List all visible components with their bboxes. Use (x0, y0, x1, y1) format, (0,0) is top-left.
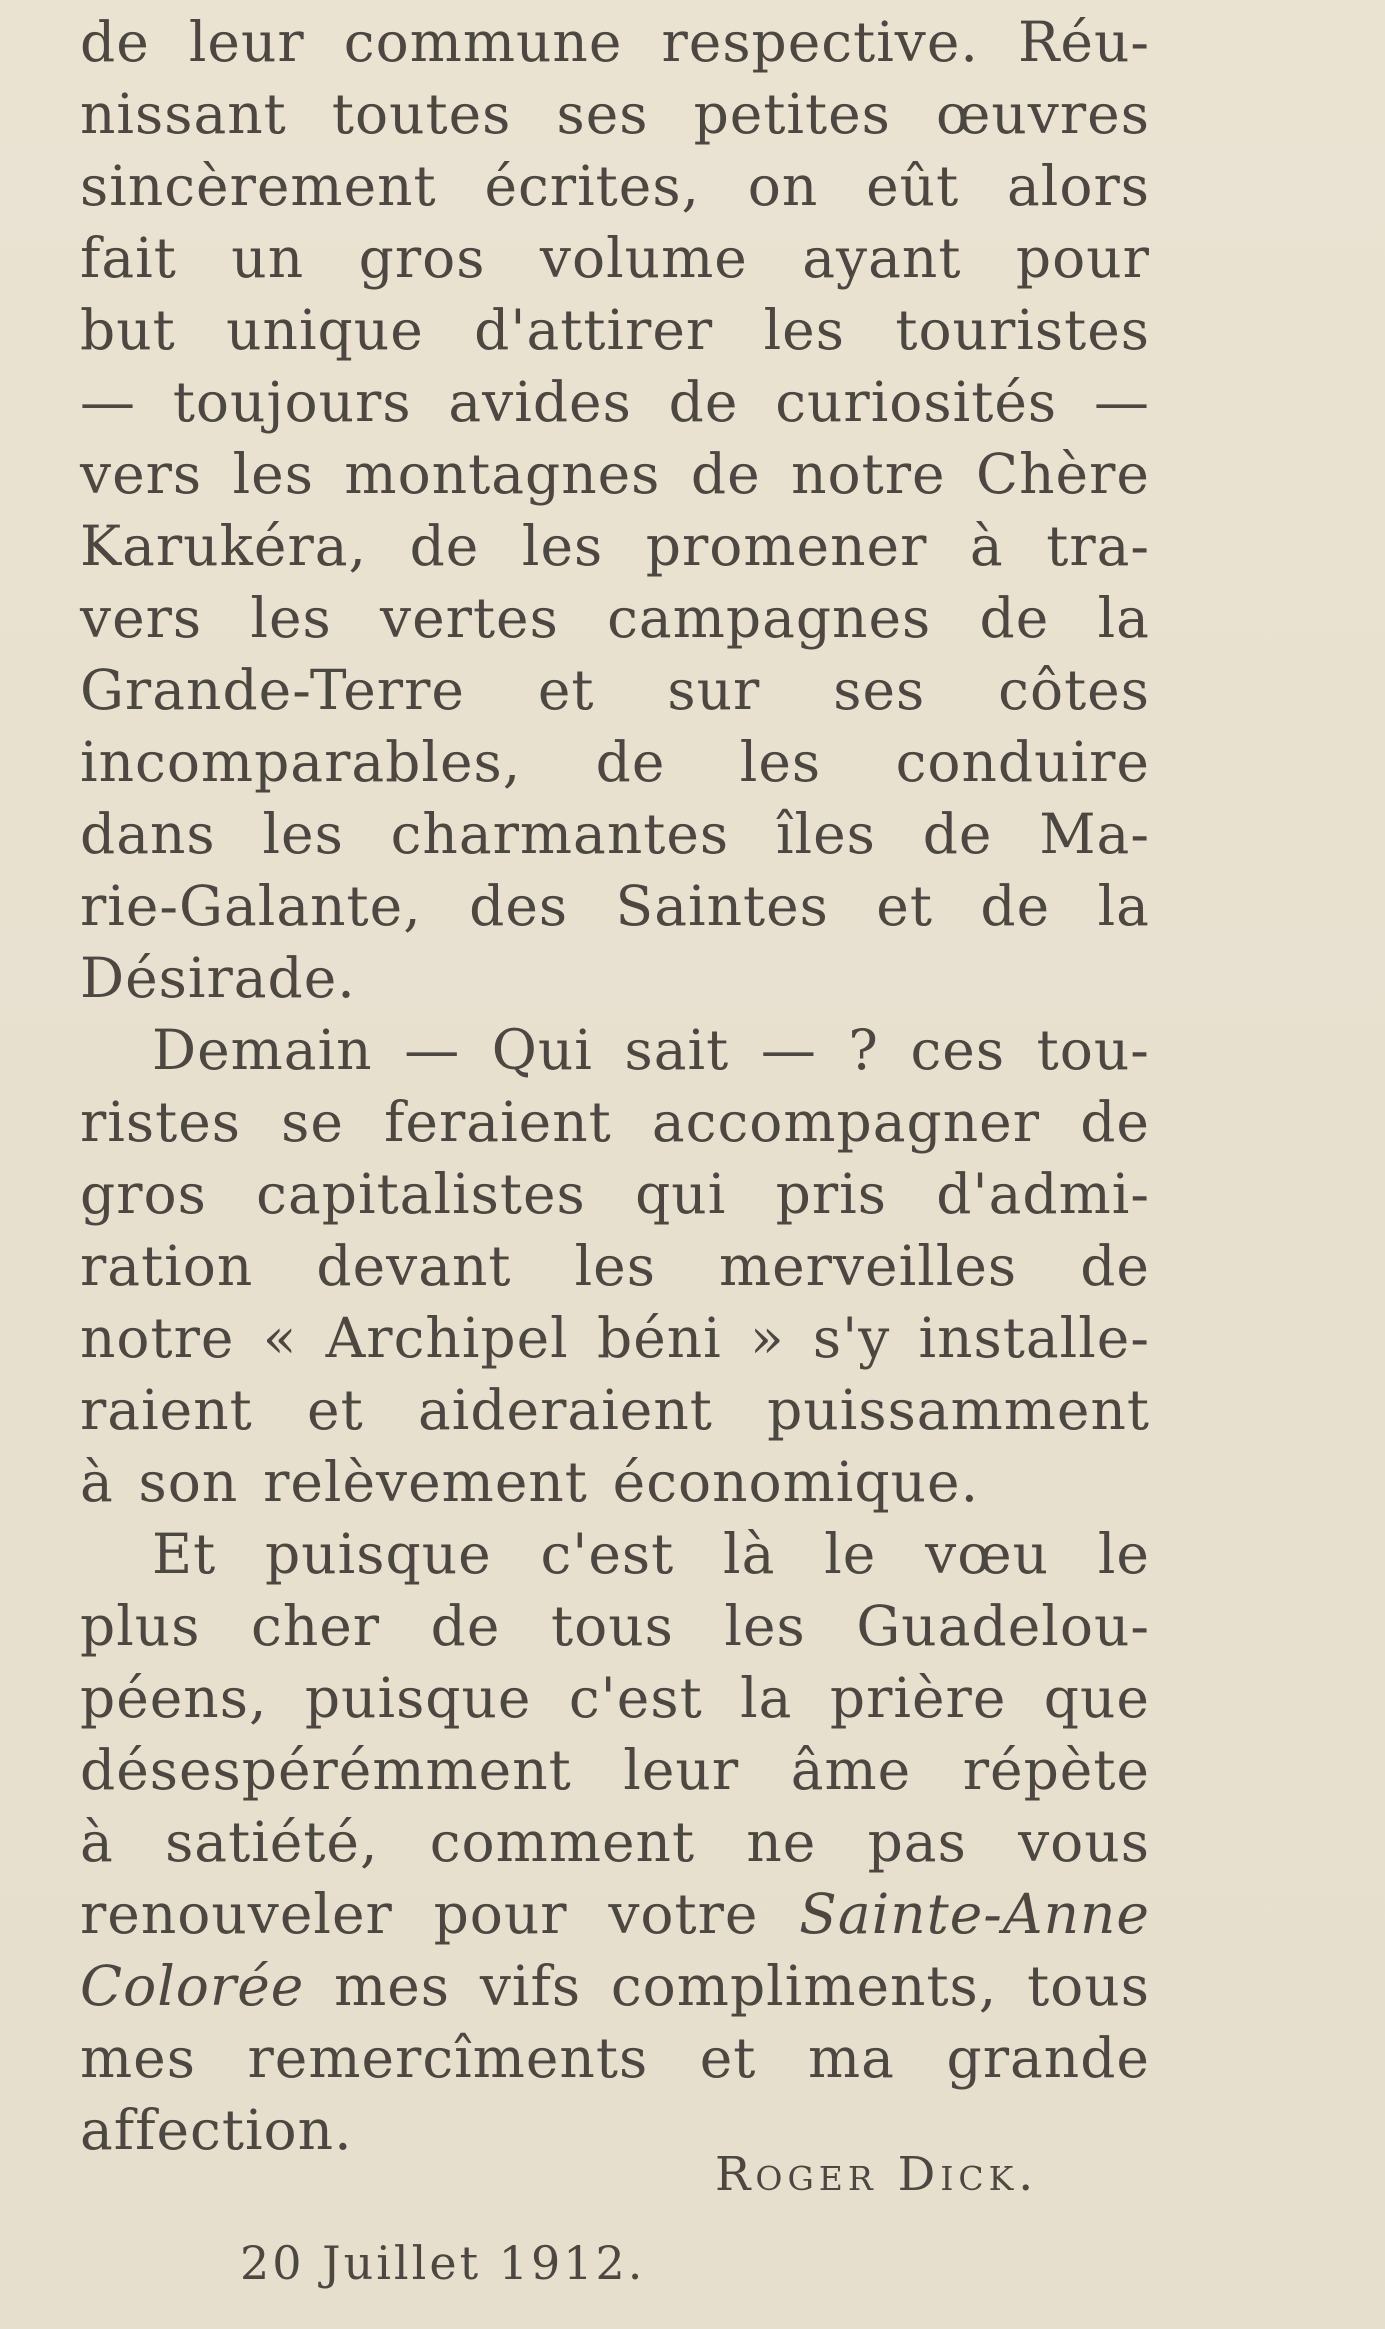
word: eût (866, 154, 960, 218)
word: les (724, 1594, 806, 1658)
word: de (668, 370, 739, 434)
word: de (690, 442, 761, 506)
text-line (80, 1806, 1150, 1878)
word: Désirade. (80, 946, 356, 1010)
text-line (80, 1590, 1150, 1662)
author-signature: Roger Dick. (715, 2147, 1039, 2202)
word: capitalistes (256, 1162, 586, 1226)
word: Grande-Terre (80, 658, 465, 722)
word: commune (343, 10, 623, 74)
text-line (80, 1086, 1150, 1158)
word: notre (80, 1306, 235, 1370)
word: accompagner (651, 1090, 1041, 1154)
word: affection. (80, 2098, 353, 2162)
word: Sainte-Anne (799, 1882, 1150, 1946)
word: la (1097, 586, 1150, 650)
word: d'admi- (936, 1162, 1150, 1226)
word: Chère (976, 442, 1150, 506)
word: feraient (384, 1090, 612, 1154)
word: ma (807, 2026, 895, 2090)
word: de (979, 586, 1050, 650)
word: et (876, 874, 933, 938)
word: vers (80, 442, 203, 506)
word: là (723, 1522, 776, 1586)
word: les (262, 802, 344, 866)
letter-date: 20 Juillet 1912. (240, 2236, 646, 2290)
text-line (80, 1158, 1150, 1230)
word: de (80, 10, 150, 74)
word: — (404, 1018, 461, 1082)
word: écrites, (484, 154, 701, 218)
word: charmantes (390, 802, 730, 866)
word: — (1093, 370, 1150, 434)
text-line (80, 294, 1150, 366)
word: Qui (491, 1018, 593, 1082)
text-line (80, 366, 1150, 438)
word: de (1080, 1234, 1150, 1298)
word: conduire (895, 730, 1150, 794)
word: la (1097, 874, 1150, 938)
word: fait (80, 226, 177, 290)
word: comment (429, 1810, 696, 1874)
word: les (521, 514, 604, 578)
word: vous (1018, 1810, 1150, 1874)
word: Réu- (1017, 10, 1150, 74)
word: îles (775, 802, 876, 866)
text-line (80, 870, 1150, 942)
word: et (699, 2026, 757, 2090)
text-line (80, 1662, 1150, 1734)
word: de (1080, 1090, 1150, 1154)
text-line (80, 798, 1150, 870)
paragraph-2 (80, 1014, 1150, 1518)
text-line (80, 1518, 1150, 1590)
word: leur (188, 10, 305, 74)
word: des (469, 874, 569, 938)
word: et (307, 1378, 364, 1442)
word: alors (1006, 154, 1150, 218)
word: puisque (304, 1666, 532, 1730)
word: ration (80, 1234, 254, 1298)
word: à (969, 514, 1004, 578)
word: c'est (540, 1522, 675, 1586)
text-line (80, 6, 1150, 78)
word: de (430, 1594, 501, 1658)
text-line (80, 150, 1150, 222)
word: remercîments (247, 2026, 649, 2090)
text-line (80, 1230, 1150, 1302)
word: petites (693, 82, 891, 146)
word: cher (251, 1594, 381, 1658)
word: que (1043, 1666, 1150, 1730)
text-line (80, 510, 1150, 582)
word: merveilles (718, 1234, 1018, 1298)
word: toutes (331, 82, 512, 146)
word: se (281, 1090, 344, 1154)
word: puisque (265, 1522, 492, 1586)
word: prière (829, 1666, 1007, 1730)
word: volume (539, 226, 748, 290)
text-line (80, 2022, 1150, 2094)
word: respective. (661, 10, 979, 74)
word: côtes (998, 658, 1150, 722)
word: campagnes (607, 586, 932, 650)
word: installe- (918, 1306, 1150, 1370)
word: pris (775, 1162, 887, 1226)
word: incomparables, (80, 730, 522, 794)
word: vœu (925, 1522, 1050, 1586)
text-line (80, 438, 1150, 510)
word: les (250, 586, 332, 650)
word: les (739, 730, 822, 794)
word: nissant (80, 82, 287, 146)
word: Karukéra, (80, 514, 368, 578)
text-line (80, 942, 1150, 1014)
text-line (80, 582, 1150, 654)
word: le (1097, 1522, 1150, 1586)
word: relèvement (263, 1450, 588, 1514)
word: les (763, 298, 845, 362)
word: on (747, 154, 819, 218)
word: mes (80, 2026, 196, 2090)
word: rie-Galante, (80, 874, 422, 938)
word: — (760, 1018, 817, 1082)
word: sincèrement (80, 154, 437, 218)
word: satiété, (165, 1810, 379, 1874)
word: leur (623, 1738, 740, 1802)
word: Et (152, 1522, 217, 1586)
word: tous (1027, 1954, 1150, 2018)
word: grande (946, 2026, 1150, 2090)
word: ses (556, 82, 649, 146)
word: ces (910, 1018, 1006, 1082)
word: de (980, 874, 1051, 938)
word: plus (80, 1594, 201, 1658)
text-line (80, 1878, 1150, 1950)
text-line (80, 1950, 1150, 2022)
word: désespérémment (80, 1738, 572, 1802)
word: âme (790, 1738, 912, 1802)
word: devant (316, 1234, 512, 1298)
word: péens, (80, 1666, 268, 1730)
word: gros (358, 226, 486, 290)
text-line (80, 1734, 1150, 1806)
word: puissamment (767, 1378, 1150, 1442)
word: renouveler (80, 1882, 393, 1946)
word: notre (791, 442, 946, 506)
word: les (574, 1234, 656, 1298)
word: vertes (380, 586, 559, 650)
word: curiosités (775, 370, 1058, 434)
word: béni (596, 1306, 722, 1370)
word: vers (80, 586, 203, 650)
text-line (80, 654, 1150, 726)
word: pas (867, 1810, 967, 1874)
word: économique. (612, 1450, 980, 1514)
word: répète (962, 1738, 1150, 1802)
word: la (740, 1666, 793, 1730)
word: pour (433, 1882, 568, 1946)
word: le (824, 1522, 877, 1586)
word: aideraient (417, 1378, 713, 1442)
word: qui (635, 1162, 727, 1226)
word: ayant (802, 226, 962, 290)
word: pour (1015, 226, 1150, 290)
word: unique (226, 298, 424, 362)
word: Saintes (615, 874, 829, 938)
word: Guadelou- (856, 1594, 1150, 1658)
word: touristes (895, 298, 1150, 362)
word: Ma- (1039, 802, 1150, 866)
word: sait (624, 1018, 730, 1082)
word: — (80, 370, 136, 434)
word: tra- (1046, 514, 1150, 578)
word: mes (334, 1954, 451, 2018)
text-line (80, 1014, 1150, 1086)
word: gros (80, 1162, 207, 1226)
paragraph-3 (80, 1518, 1150, 2166)
word: vifs (479, 1954, 582, 2018)
word: œuvres (936, 82, 1150, 146)
text-line (80, 1302, 1150, 1374)
word: raient (80, 1378, 253, 1442)
body-text (80, 6, 1150, 2166)
word: ne (746, 1810, 817, 1874)
word: ses (833, 658, 926, 722)
paragraph-1 (80, 6, 1150, 1014)
word: de (595, 730, 666, 794)
word: avides (448, 370, 632, 434)
text-line (80, 1374, 1150, 1446)
word: Demain (152, 1018, 373, 1082)
word: Colorée (80, 1954, 305, 2018)
text-line (80, 222, 1150, 294)
text-line (80, 1446, 1150, 1518)
word: et (537, 658, 595, 722)
word: tou- (1036, 1018, 1150, 1082)
word: Archipel (325, 1306, 569, 1370)
word: les (232, 442, 314, 506)
word: tous (550, 1594, 674, 1658)
word: s'y (812, 1306, 891, 1370)
word: ristes (80, 1090, 241, 1154)
word: c'est (568, 1666, 703, 1730)
word: son (138, 1450, 239, 1514)
text-line (80, 78, 1150, 150)
word: de (922, 802, 993, 866)
word: un (231, 226, 305, 290)
word: d'attirer (474, 298, 714, 362)
word: » (749, 1306, 785, 1370)
word: montagnes (344, 442, 661, 506)
word: « (262, 1306, 298, 1370)
word: de (409, 514, 480, 578)
word: toujours (172, 370, 412, 434)
word: but (80, 298, 176, 362)
word: promener (645, 514, 928, 578)
word: sur (667, 658, 761, 722)
word: dans (80, 802, 216, 866)
text-line (80, 726, 1150, 798)
word: à (80, 1450, 114, 1514)
word: votre (608, 1882, 759, 1946)
word: à (80, 1810, 114, 1874)
word: ? (848, 1018, 879, 1082)
word: compliments, (610, 1954, 998, 2018)
